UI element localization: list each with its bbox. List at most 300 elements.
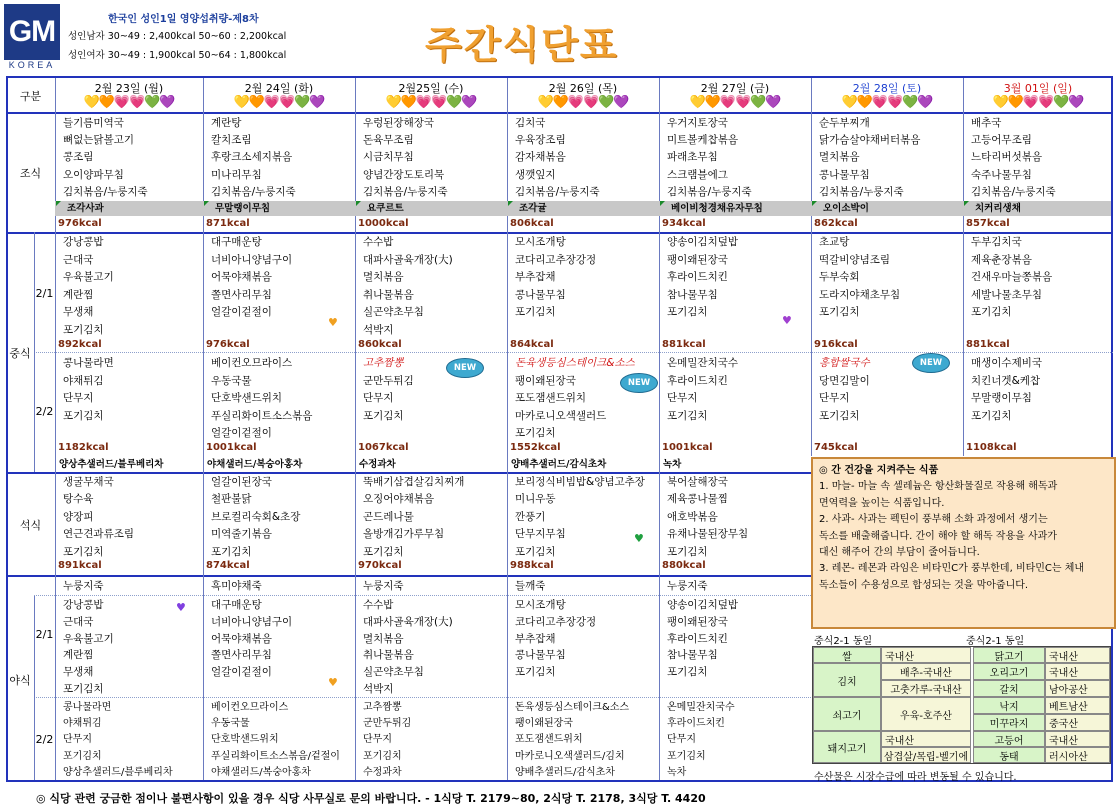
market-note: 수산물은 시장수급에 따라 변동될 수 있습니다. [814, 772, 1017, 783]
night-porridge: 누룽지죽 [63, 580, 104, 592]
menu-item: 고추짬뽕 [363, 702, 402, 713]
day-column-divider [355, 78, 356, 780]
night-porridge: 누룽지죽 [363, 580, 404, 592]
menu-item: 단무지무침 [515, 528, 566, 541]
new-badge: NEW [446, 358, 484, 378]
menu-item: 야채튀김 [63, 718, 102, 730]
menu-item: 포기김치 [515, 306, 556, 319]
menu-item: 후라이드치킨 [667, 271, 728, 284]
menu-cell [63, 234, 201, 340]
menu-item: 포도잼샌드위치 [515, 392, 587, 405]
menu-item: 대파사골육개장(大) [363, 253, 453, 266]
kcal-value: 976kcal [206, 339, 250, 350]
menu-item: 애호박볶음 [667, 510, 718, 523]
kcal-value: 857kcal [966, 218, 1010, 229]
menu-item: 제육춘장볶음 [971, 253, 1032, 266]
origin-value-kimchi-cabbage: 배추-국내산 [881, 663, 971, 680]
menu-item: 강낭콩밥 [63, 236, 104, 248]
menu-item: 베이컨오므라이스 [211, 702, 289, 713]
menu-item: 포기김치 [515, 545, 556, 558]
menu-item: 두부김치국 [971, 236, 1022, 248]
menu-item: 군만두튀김 [363, 374, 414, 387]
menu-cell [363, 474, 505, 561]
menu-item: 브로컬리숙회&초장 [211, 510, 301, 523]
kcal-value: 1067kcal [358, 442, 409, 453]
menu-item: 포기김치 [63, 545, 104, 558]
comment-marker-icon [204, 201, 209, 206]
menu-item: 양장피 [63, 510, 94, 523]
menu-item: 김치볶음/누룽지죽 [971, 185, 1056, 198]
menu-item: 녹차 [667, 766, 687, 778]
snack-item: 치커리생채 [975, 203, 1021, 214]
menu-item: 포기김치 [63, 750, 102, 762]
section-divider-dinner [6, 575, 811, 577]
menu-cell [667, 115, 809, 201]
menu-item: 야채샐러드/복숭아홍차 [211, 766, 311, 778]
menu-item: 마카로니오색샐러드/김치 [515, 750, 625, 762]
hearts-icon: 💛🧡💗💗💚💜 [233, 95, 325, 110]
menu-item: 콩나물무침 [515, 288, 566, 301]
health-tip-box [811, 457, 1116, 629]
origin-value-kimchi-pepper: 고춧가루-국내산 [881, 680, 971, 697]
menu-item: 얼갈이된장국 [211, 476, 272, 488]
logo-subtext: KOREA [8, 60, 56, 70]
comment-marker-icon [56, 201, 61, 206]
origin-label-duck: 오리고기 [973, 663, 1045, 680]
origin-label-chicken: 닭고기 [973, 647, 1045, 663]
menu-item: 포기김치 [63, 323, 104, 336]
salad-tea-item: 양배추샐러드/감식초차 [511, 459, 607, 470]
menu-item: 단무지 [363, 734, 392, 746]
origin-value-loach: 중국산 [1045, 714, 1110, 731]
menu-item: 파래초무침 [667, 151, 718, 164]
day-header: 2월25일 (수) [398, 82, 464, 95]
menu-item: 단무지 [63, 392, 94, 405]
menu-item: 돈육무조림 [363, 134, 414, 147]
same-as-lunch-note-sun: 중식2-1 동일 [966, 636, 1025, 647]
menu-cell [515, 474, 657, 561]
menu-item: 후랑크소세지볶음 [211, 151, 293, 164]
health-tip-line: 독소들이 수용성으로 합성되는 것을 막아줍니다. [819, 579, 1029, 591]
menu-item: 쫄면사리무침 [211, 649, 272, 662]
kcal-value: 881kcal [662, 339, 706, 350]
menu-item: 포기김치 [971, 409, 1012, 422]
menu-cell [819, 234, 961, 322]
menu-item: 단무지 [819, 392, 850, 405]
menu-cell [667, 355, 809, 425]
kcal-value: 916kcal [814, 339, 858, 350]
menu-item: 고추짬뽕 [363, 357, 404, 369]
snack-item: 베이비청경채유자무침 [671, 203, 763, 214]
menu-item: 우동국물 [211, 718, 250, 730]
kcal-value: 1182kcal [58, 442, 109, 453]
menu-item: 참나물무침 [667, 649, 718, 662]
menu-item: 포기김치 [363, 750, 402, 762]
snack-row [55, 201, 1111, 216]
day-header: 2월 28일 (토) [852, 82, 922, 95]
female-intake: 성인여자 30~49 : 1,900kcal 50~64 : 1,800kcal [68, 50, 287, 61]
gm-logo: GM [4, 4, 60, 60]
menu-item: 단호박샌드위치 [211, 392, 283, 405]
menu-item: 유채나물된장무침 [667, 528, 749, 541]
menu-item: 코다리고추장강정 [515, 253, 597, 266]
kcal-value: 881kcal [966, 339, 1010, 350]
menu-item: 제육콩나물찜 [667, 493, 728, 506]
menu-item: 뚝배기삼겹살김치찌개 [363, 476, 465, 488]
kcal-value: 874kcal [206, 560, 250, 571]
kcal-value: 1552kcal [510, 442, 561, 453]
salad-tea-item: 수정과차 [359, 459, 396, 470]
menu-item: 대파사골육개장(大) [363, 615, 453, 628]
menu-cell [515, 597, 657, 681]
snack-item: 요쿠르트 [367, 203, 404, 214]
menu-item: 올방개김가루무침 [363, 528, 445, 541]
menu-item: 계란찜 [63, 649, 94, 662]
heart-icon: ♥ [782, 314, 792, 327]
kcal-value: 860kcal [358, 339, 402, 350]
menu-cell [363, 700, 505, 781]
menu-item: 미역줄기볶음 [211, 528, 272, 541]
menu-item: 김치볶음/누룽지죽 [515, 185, 600, 198]
day-header: 2월 27일 (금) [700, 82, 770, 95]
menu-cell [819, 115, 961, 201]
menu-item: 배추국 [971, 117, 1002, 129]
origin-value-mackerel: 국내산 [1045, 731, 1110, 747]
menu-item: 포기김치 [63, 409, 104, 422]
menu-item: 부추잡채 [515, 271, 556, 284]
hearts-icon: 💛🧡💗💗💚💜 [992, 95, 1084, 110]
corner-label: 구분 [19, 90, 42, 103]
subcolumn-divider [34, 232, 35, 472]
origin-label-pollock: 동태 [973, 747, 1045, 763]
day-column-divider [203, 78, 204, 780]
menu-item: 부추잡채 [515, 632, 556, 645]
menu-cell [667, 474, 809, 561]
menu-cell [211, 355, 353, 443]
menu-item: 모시조개탕 [515, 599, 566, 611]
menu-cell [63, 115, 201, 201]
salad-tea-item: 야채샐러드/복숭아홍차 [207, 459, 303, 470]
menu-item: 포기김치 [667, 409, 708, 422]
menu-item: 포기김치 [971, 306, 1012, 319]
menu-cell [211, 597, 353, 681]
menu-cell [211, 700, 353, 781]
menu-item: 콩나물무침 [515, 649, 566, 662]
menu-item: 석박지 [363, 323, 394, 336]
heart-icon: ♥ [328, 676, 338, 689]
menu-item: 베이컨오므라이스 [211, 357, 293, 369]
origin-value-beef: 우육-호주산 [881, 697, 971, 731]
menu-item: 생굴무채국 [63, 476, 114, 488]
day-header: 3월 01일 (일) [1003, 82, 1073, 95]
menu-item: 우거지토장국 [667, 117, 728, 129]
menu-cell [363, 115, 505, 201]
menu-item: 쫄면사리무침 [211, 288, 272, 301]
menu-item: 생깻잎지 [515, 168, 556, 181]
origin-label-rice: 쌀 [813, 647, 881, 663]
menu-cell [211, 115, 353, 201]
heart-icon: ♥ [176, 601, 186, 614]
menu-item: 푸실리화이트소스볶음 [211, 409, 313, 422]
menu-cell [971, 234, 1111, 322]
menu-item: 두부숙회 [819, 271, 860, 284]
hearts-icon: 💛🧡💗💗💚💜 [83, 95, 175, 110]
menu-item: 수수밥 [363, 599, 394, 611]
kcal-value: 864kcal [510, 339, 554, 350]
menu-item: 콩조림 [63, 151, 94, 164]
menu-item: 김치볶음/누룽지죽 [667, 185, 752, 198]
menu-item: 포기김치 [363, 545, 404, 558]
menu-item: 푸실리화이트소스볶음/겉절이 [211, 750, 340, 762]
menu-item: 김치볶음/누룽지죽 [211, 185, 296, 198]
menu-item: 들기름미역국 [63, 117, 124, 129]
comment-marker-icon [356, 201, 361, 206]
night-porridge: 흑미야채죽 [211, 580, 262, 592]
menu-item: 연근견과류조림 [63, 528, 135, 541]
kcal-value: 892kcal [58, 339, 102, 350]
menu-cell [211, 474, 353, 561]
menu-item: 세발나물초무침 [971, 288, 1043, 301]
origin-label-kimchi: 김치 [813, 663, 881, 697]
night-porridge: 누룽지죽 [667, 580, 708, 592]
menu-item: 근대국 [63, 253, 94, 266]
menu-item: 무생채 [63, 666, 94, 679]
menu-cell [667, 597, 809, 681]
menu-item: 취나물볶음 [363, 649, 414, 662]
new-badge: NEW [620, 373, 658, 393]
menu-item: 양상추샐러드/블루베리차 [63, 766, 173, 778]
menu-cell [63, 355, 201, 425]
menu-item: 팽이왜된장국 [515, 718, 573, 730]
comment-marker-icon [964, 201, 969, 206]
menu-cell [971, 115, 1111, 201]
kcal-value: 745kcal [814, 442, 858, 453]
menu-item: 계란찜 [63, 288, 94, 301]
day-column-divider [963, 78, 964, 456]
menu-item: 오이양파무침 [63, 168, 124, 181]
menu-item: 강낭콩밥 [63, 599, 104, 611]
menu-item: 포기김치 [211, 545, 252, 558]
menu-cell [667, 700, 809, 781]
menu-item: 팽이왜된장국 [515, 374, 576, 387]
night-label: 야식 [9, 674, 31, 687]
menu-item: 포기김치 [819, 306, 860, 319]
menu-item: 포기김치 [667, 545, 708, 558]
origin-label-beef: 쇠고기 [813, 697, 881, 731]
menu-item: 우동국물 [211, 374, 252, 387]
comment-marker-icon [812, 201, 817, 206]
menu-item: 단무지 [667, 392, 698, 405]
menu-item: 어묵야채볶음 [211, 632, 272, 645]
menu-item: 너비아니양념구이 [211, 253, 293, 266]
day-header: 2월 23일 (월) [94, 82, 164, 95]
menu-item: 우육불고기 [63, 271, 114, 284]
menu-item: 온메밀잔치국수 [667, 357, 739, 369]
kcal-value: 970kcal [358, 560, 402, 571]
menu-item: 김치볶음/누룽지죽 [819, 185, 904, 198]
menu-cell [515, 355, 657, 443]
menu-item: 군만두튀김 [363, 718, 412, 730]
kcal-value: 1001kcal [206, 442, 257, 453]
origin-value-duck: 국내산 [1045, 663, 1110, 680]
snack-item: 조각사과 [67, 203, 104, 214]
health-tip-line: 대신 해주어 간의 부담이 줄어듭니다. [819, 547, 980, 559]
origin-value-octopus: 베트남산 [1045, 697, 1110, 714]
line-1-label: 2/1 [35, 628, 54, 641]
menu-item: 포도잼샌드위치 [515, 734, 583, 746]
menu-item: 얼갈이겉절이 [211, 427, 272, 440]
male-intake: 성인남자 30~49 : 2,400kcal 50~60 : 2,200kcal [68, 31, 287, 42]
menu-item: 콩나물무침 [819, 168, 870, 181]
menu-item: 온메밀잔치국수 [667, 702, 735, 713]
health-tip-line: 면역력을 높이는 식품입니다. [819, 497, 945, 509]
new-badge: NEW [912, 353, 950, 373]
nutrition-standard-title: 한국인 성인1일 영양섭취량-제8차 [108, 14, 259, 25]
menu-item: 닭가슴살야채버터볶음 [819, 134, 921, 147]
heart-icon: ♥ [328, 316, 338, 329]
menu-item: 떡갈비양념조림 [819, 253, 891, 266]
lunch-subdivider [34, 352, 1113, 353]
footer-contact: ◎ 식당 관련 궁금한 점이나 불편사항이 있을 경우 식당 사무실로 문의 바랍니다. - 1식당 T. 2179~80, 2식당 T. 2178, 3식당 T. 4420 [36, 792, 706, 805]
day-column-divider [659, 78, 660, 780]
origin-label-mackerel: 고등어 [973, 731, 1045, 747]
menu-cell [211, 234, 353, 322]
origin-label-pork: 돼지고기 [813, 731, 881, 763]
kcal-value: 1001kcal [662, 442, 713, 453]
menu-item: 홍합쌀국수 [819, 357, 870, 369]
menu-cell [363, 234, 505, 340]
menu-item: 양송이김치덮밥 [667, 599, 739, 611]
origin-label-loach: 미꾸라지 [973, 714, 1045, 731]
night-porridge: 들깨죽 [515, 580, 546, 592]
line-2-label: 2/2 [35, 405, 54, 418]
menu-item: 우육불고기 [63, 632, 114, 645]
menu-item: 단호박샌드위치 [211, 734, 279, 746]
menu-cell [515, 115, 657, 201]
menu-item: 포기김치 [515, 427, 556, 440]
breakfast-label: 조식 [19, 167, 42, 180]
origin-value-pollock: 러시아산 [1045, 747, 1110, 763]
menu-cell [63, 474, 201, 561]
menu-item: 팽이왜된장국 [667, 253, 728, 266]
origin-value-pork: 국내산 [881, 731, 971, 747]
menu-item: 숙주나물무침 [971, 168, 1032, 181]
menu-item: 치킨너겟&케찹 [971, 374, 1041, 387]
day-column-divider [55, 78, 56, 780]
menu-item: 얼갈이겉절이 [211, 666, 272, 679]
menu-item: 취나물볶음 [363, 288, 414, 301]
hearts-icon: 💛🧡💗💗💚💜 [689, 95, 781, 110]
menu-item: 수수밥 [363, 236, 394, 248]
menu-cell [63, 700, 201, 781]
menu-item: 미니우동 [515, 493, 556, 506]
menu-item: 철판불닭 [211, 493, 252, 506]
page-title: 주간식단표 [425, 23, 619, 67]
origin-value-chicken: 국내산 [1045, 647, 1110, 663]
kcal-value: 976kcal [58, 218, 102, 229]
menu-item: 양념간장도토리묵 [363, 168, 445, 181]
menu-item: 스크램블에그 [667, 168, 728, 181]
menu-item: 어묵야채볶음 [211, 271, 272, 284]
line-1-label: 2/1 [35, 287, 54, 300]
menu-item: 건새우마늘쫑볶음 [971, 271, 1053, 284]
menu-item: 시금치무침 [363, 151, 414, 164]
origin-label-octopus: 낙지 [973, 697, 1045, 714]
menu-item: 돈육생등심스테이크&소스 [515, 702, 630, 713]
menu-cell [971, 355, 1111, 425]
menu-item: 근대국 [63, 615, 94, 628]
menu-item: 순두부찌개 [819, 117, 870, 129]
menu-item: 돈육생등심스테이크&소스 [515, 357, 635, 369]
menu-item: 멸치볶음 [363, 632, 404, 645]
health-tip-line: 2. 사과- 사과는 펙틴이 풍부해 소화 과정에서 생기는 [819, 514, 1048, 526]
day-column-divider [811, 78, 812, 456]
menu-item: 매생이수제비국 [971, 357, 1043, 369]
snack-item: 오이소박이 [823, 203, 869, 214]
subcolumn-divider [34, 595, 35, 780]
menu-item: 김치국 [515, 117, 546, 129]
menu-cell [363, 597, 505, 698]
menu-item: 실곤약초무침 [363, 666, 424, 679]
hearts-icon: 💛🧡💗💗💚💜 [841, 95, 933, 110]
day-header: 2월 26일 (목) [548, 82, 618, 95]
menu-item: 멸치볶음 [819, 151, 860, 164]
same-as-lunch-note-sat: 중식2-1 동일 [814, 636, 873, 647]
hearts-icon: 💛🧡💗💗💚💜 [537, 95, 629, 110]
kcal-value: 1108kcal [966, 442, 1017, 453]
salad-tea-item: 녹차 [663, 459, 682, 470]
menu-item: 느타리버섯볶음 [971, 151, 1043, 164]
menu-item: 무생채 [63, 306, 94, 319]
menu-item: 북어살해장국 [667, 476, 728, 488]
menu-item: 대구매운탕 [211, 599, 262, 611]
kcal-value: 934kcal [662, 218, 706, 229]
menu-item: 탕수육 [63, 493, 94, 506]
menu-item: 포기김치 [667, 750, 706, 762]
menu-item: 보리정식비빔밥&양념고추장 [515, 476, 645, 488]
menu-item: 포기김치 [515, 666, 556, 679]
menu-item: 깐풍기 [515, 510, 546, 523]
menu-item: 단무지 [363, 392, 394, 405]
menu-item: 코다리고추장강정 [515, 615, 597, 628]
menu-item: 콩나물라면 [63, 357, 114, 369]
kcal-value: 880kcal [662, 560, 706, 571]
menu-item: 단무지 [667, 734, 696, 746]
line-2-label: 2/2 [35, 733, 54, 746]
menu-item: 우렁된장해장국 [363, 117, 435, 129]
menu-item: 도라지야채초무침 [819, 288, 901, 301]
menu-item: 양송이김치덮밥 [667, 236, 739, 248]
origin-table [812, 646, 1111, 764]
kcal-value: 988kcal [510, 560, 554, 571]
menu-item: 석박지 [363, 682, 394, 695]
dinner-label: 석식 [19, 519, 42, 532]
kcal-value: 871kcal [206, 218, 250, 229]
menu-item: 감자채볶음 [515, 151, 566, 164]
snack-item: 무말랭이무침 [215, 203, 271, 214]
menu-item: 우육장조림 [515, 134, 566, 147]
menu-item: 미나리무침 [211, 168, 262, 181]
menu-cell [667, 234, 809, 322]
comment-marker-icon [508, 201, 513, 206]
origin-value-pork-belly: 삼겹살/목립-벨기에 [881, 747, 971, 763]
menu-item: 칼치조림 [211, 134, 252, 147]
menu-item: 콩나물라면 [63, 702, 112, 713]
menu-item: 후라이드치킨 [667, 374, 728, 387]
night-soup-divider [34, 595, 811, 596]
menu-item: 뼈없는닭볼고기 [63, 134, 135, 147]
origin-value-rice: 국내산 [881, 647, 971, 663]
